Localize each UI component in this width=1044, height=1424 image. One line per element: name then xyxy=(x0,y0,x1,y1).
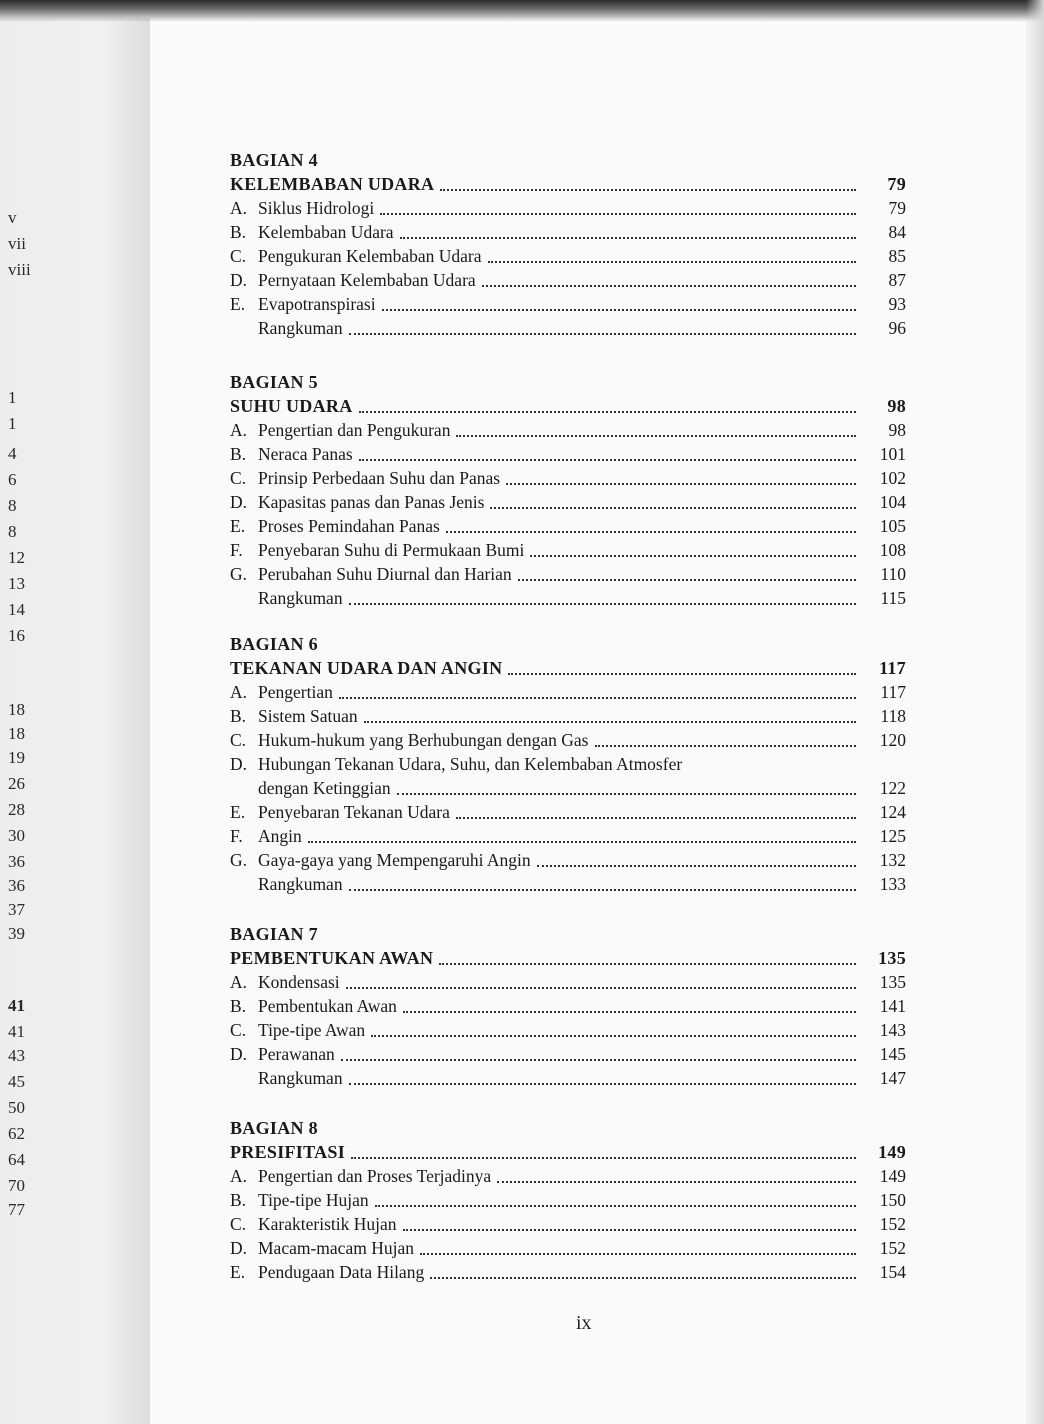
entry-page-number: 108 xyxy=(879,540,906,560)
entry-letter: D. xyxy=(230,1044,248,1064)
entry-title: Hukum-hukum yang Berhubungan dengan Gas xyxy=(258,730,589,750)
entry-letter: D. xyxy=(230,492,248,512)
entry-page-number: 93 xyxy=(888,294,906,314)
dot-leader xyxy=(403,1011,856,1013)
dot-leader xyxy=(349,333,856,335)
left-margin-number: 8 xyxy=(8,496,17,515)
dot-leader xyxy=(456,435,856,437)
right-page-edge xyxy=(1026,0,1044,1424)
entry-title: Hubungan Tekanan Udara, Suhu, dan Kelembaban Atmosfer xyxy=(258,754,683,774)
dot-leader xyxy=(371,1035,856,1037)
entry-letter: A. xyxy=(230,682,248,702)
toc-section xyxy=(230,1116,906,1284)
entry-page-number: 154 xyxy=(879,1262,906,1282)
entry-title: Penyebaran Suhu di Permukaan Bumi xyxy=(258,540,525,560)
dot-leader xyxy=(400,237,856,239)
chapter-entry[interactable] xyxy=(230,394,906,418)
entry-page-number: 132 xyxy=(879,850,906,870)
left-margin-number: 19 xyxy=(8,748,25,767)
left-margin-number: 13 xyxy=(8,574,25,593)
toc-entry[interactable] xyxy=(230,220,906,244)
toc-section xyxy=(230,632,906,896)
dot-leader xyxy=(490,507,856,509)
entry-page-number: 87 xyxy=(888,270,906,290)
dot-leader xyxy=(349,889,856,891)
dot-leader xyxy=(349,1083,856,1085)
toc-entry[interactable] xyxy=(230,1042,906,1066)
section-label: BAGIAN 8 xyxy=(230,1118,318,1138)
left-margin-number: 36 xyxy=(8,852,25,871)
entry-title: Pembentukan Awan xyxy=(258,996,397,1016)
entry-letter: B. xyxy=(230,1190,247,1210)
entry-page-number: 150 xyxy=(879,1190,906,1210)
left-margin-number: vii xyxy=(8,234,26,253)
chapter-title: KELEMBABAN UDARA xyxy=(230,174,435,194)
entry-title: Kapasitas panas dan Panas Jenis xyxy=(258,492,485,512)
toc-entry[interactable] xyxy=(230,704,906,728)
toc-entry[interactable] xyxy=(230,442,906,466)
toc-entry[interactable] xyxy=(230,872,906,896)
dot-leader xyxy=(530,555,856,557)
dot-leader xyxy=(359,459,856,461)
chapter-page-number: 135 xyxy=(878,948,906,968)
left-margin-number: 14 xyxy=(8,600,25,619)
chapter-title: SUHU UDARA xyxy=(230,396,353,416)
section-label: BAGIAN 5 xyxy=(230,372,318,392)
entry-letter: F. xyxy=(230,540,243,560)
toc-entry[interactable] xyxy=(230,680,906,704)
left-margin-number: 1 xyxy=(8,388,17,407)
toc-entry[interactable] xyxy=(230,292,906,316)
entry-letter: C. xyxy=(230,246,247,266)
dot-leader xyxy=(375,1205,856,1207)
entry-page-number: 149 xyxy=(879,1166,906,1186)
entry-page-number: 145 xyxy=(879,1044,906,1064)
toc-entry[interactable] xyxy=(230,1066,906,1090)
entry-letter: C. xyxy=(230,468,247,488)
entry-page-number: 105 xyxy=(879,516,906,536)
toc-entry[interactable] xyxy=(230,316,906,340)
entry-page-number: 135 xyxy=(879,972,906,992)
dot-leader xyxy=(497,1181,856,1183)
entry-title: Pernyataan Kelembaban Udara xyxy=(258,270,476,290)
chapter-title: PEMBENTUKAN AWAN xyxy=(230,948,434,968)
entry-letter: D. xyxy=(230,270,248,290)
toc-section xyxy=(230,370,906,610)
dot-leader xyxy=(341,1059,856,1061)
entry-title: Tipe-tipe Awan xyxy=(258,1020,366,1040)
entry-page-number: 118 xyxy=(880,706,906,726)
dot-leader xyxy=(537,865,856,867)
entry-title: dengan Ketinggian xyxy=(258,778,391,798)
entry-letter: A. xyxy=(230,198,248,218)
entry-letter: C. xyxy=(230,1020,247,1040)
entry-title: Rangkuman xyxy=(258,318,343,338)
entry-letter: G. xyxy=(230,564,248,584)
chapter-page-number: 117 xyxy=(879,658,906,678)
toc-entry[interactable] xyxy=(230,1260,906,1284)
entry-title: Kondensasi xyxy=(258,972,340,992)
entry-page-number: 102 xyxy=(879,468,906,488)
dot-leader xyxy=(397,793,856,795)
entry-letter: E. xyxy=(230,1262,246,1282)
left-margin-number: 41 xyxy=(8,1022,25,1041)
left-margin-number: 26 xyxy=(8,774,25,793)
entry-letter: E. xyxy=(230,294,246,314)
left-margin-number: 4 xyxy=(8,444,17,463)
entry-page-number: 101 xyxy=(879,444,906,464)
toc-entry[interactable] xyxy=(230,848,906,872)
toc-entry[interactable] xyxy=(230,970,906,994)
entry-letter: G. xyxy=(230,850,248,870)
entry-title: Sistem Satuan xyxy=(258,706,358,726)
toc-entry[interactable] xyxy=(230,466,906,490)
left-margin-number: viii xyxy=(8,260,31,279)
dot-leader xyxy=(382,309,856,311)
chapter-page-number: 149 xyxy=(878,1142,906,1162)
left-margin-number: 18 xyxy=(8,700,25,719)
dot-leader xyxy=(506,483,856,485)
dot-leader xyxy=(439,963,856,965)
entry-letter: C. xyxy=(230,730,247,750)
toc-entry[interactable] xyxy=(230,752,906,776)
entry-title: Prinsip Perbedaan Suhu dan Panas xyxy=(258,468,501,488)
toc-entry[interactable] xyxy=(230,1212,906,1236)
toc-section xyxy=(230,922,906,1090)
left-margin-number: 43 xyxy=(8,1046,25,1065)
left-margin-number: 45 xyxy=(8,1072,25,1091)
entry-page-number: 98 xyxy=(888,420,906,440)
entry-page-number: 122 xyxy=(879,778,906,798)
left-margin-number: 6 xyxy=(8,470,17,489)
chapter-entry[interactable] xyxy=(230,946,906,970)
dot-leader xyxy=(456,817,856,819)
entry-title: Tipe-tipe Hujan xyxy=(258,1190,369,1210)
entry-letter: A. xyxy=(230,420,248,440)
toc-entry[interactable] xyxy=(230,490,906,514)
toc-entry[interactable] xyxy=(230,196,906,220)
left-margin-number: 12 xyxy=(8,548,25,567)
entry-letter: A. xyxy=(230,1166,248,1186)
entry-title: Rangkuman xyxy=(258,874,343,894)
toc-entry[interactable] xyxy=(230,1236,906,1260)
toc-entry[interactable] xyxy=(230,562,906,586)
entry-letter: A. xyxy=(230,972,248,992)
left-margin-number: 70 xyxy=(8,1176,25,1195)
entry-page-number: 104 xyxy=(879,492,906,512)
left-margin-number: 41 xyxy=(8,996,25,1015)
dot-leader xyxy=(420,1253,856,1255)
toc-entry[interactable] xyxy=(230,776,906,800)
entry-letter: B. xyxy=(230,706,247,726)
dot-leader xyxy=(349,603,856,605)
dot-leader xyxy=(339,697,856,699)
left-margin-number: 8 xyxy=(8,522,17,541)
toc-entry[interactable] xyxy=(230,994,906,1018)
entry-letter: B. xyxy=(230,222,247,242)
entry-page-number: 152 xyxy=(879,1238,906,1258)
entry-title: Kelembaban Udara xyxy=(258,222,394,242)
entry-letter: B. xyxy=(230,996,247,1016)
entry-letter: F. xyxy=(230,826,243,846)
dot-leader xyxy=(308,841,856,843)
toc-entry[interactable] xyxy=(230,268,906,292)
entry-title: Siklus Hidrologi xyxy=(258,198,375,218)
top-binding-shadow xyxy=(0,0,1044,22)
page-number: ix xyxy=(576,1312,592,1334)
entry-page-number: 79 xyxy=(888,198,906,218)
chapter-title: TEKANAN UDARA DAN ANGIN xyxy=(230,658,503,678)
entry-letter: D. xyxy=(230,754,248,774)
toc-entry[interactable] xyxy=(230,1164,906,1188)
entry-title: Perawanan xyxy=(258,1044,335,1064)
entry-title: Pengertian xyxy=(258,682,333,702)
entry-title: Angin xyxy=(258,826,302,846)
entry-page-number: 147 xyxy=(879,1068,906,1088)
dot-leader xyxy=(346,987,856,989)
left-margin-number: 1 xyxy=(8,414,17,433)
dot-leader xyxy=(595,745,857,747)
entry-page-number: 96 xyxy=(888,318,906,338)
dot-leader xyxy=(351,1157,856,1159)
toc-entry[interactable] xyxy=(230,800,906,824)
left-margin-number: 36 xyxy=(8,876,25,895)
left-margin-number: 50 xyxy=(8,1098,25,1117)
entry-title: Rangkuman xyxy=(258,588,343,608)
toc-entry[interactable] xyxy=(230,586,906,610)
entry-page-number: 141 xyxy=(879,996,906,1016)
section-label: BAGIAN 7 xyxy=(230,924,318,944)
left-margin-number: 39 xyxy=(8,924,25,943)
entry-title: Rangkuman xyxy=(258,1068,343,1088)
entry-page-number: 120 xyxy=(879,730,906,750)
entry-page-number: 152 xyxy=(879,1214,906,1234)
chapter-entry[interactable] xyxy=(230,656,906,680)
left-margin-number: 62 xyxy=(8,1124,25,1143)
left-margin-number: 64 xyxy=(8,1150,25,1169)
dot-leader xyxy=(440,189,856,191)
entry-title: Gaya-gaya yang Mempengaruhi Angin xyxy=(258,850,531,870)
chapter-title: PRESIFITASI xyxy=(230,1142,346,1162)
entry-page-number: 117 xyxy=(880,682,906,702)
left-margin-number: 37 xyxy=(8,900,25,919)
toc-section xyxy=(230,148,906,340)
dot-leader xyxy=(380,213,856,215)
dot-leader xyxy=(488,261,856,263)
entry-page-number: 115 xyxy=(880,588,906,608)
entry-title: Perubahan Suhu Diurnal dan Harian xyxy=(258,564,512,584)
entry-title: Karakteristik Hujan xyxy=(258,1214,397,1234)
entry-letter: E. xyxy=(230,516,246,536)
chapter-entry[interactable] xyxy=(230,1140,906,1164)
chapter-page-number: 79 xyxy=(887,174,906,194)
dot-leader xyxy=(518,579,856,581)
dot-leader xyxy=(508,673,856,675)
entry-title: Pendugaan Data Hilang xyxy=(258,1262,425,1282)
entry-title: Pengertian dan Pengukuran xyxy=(258,420,451,440)
left-margin-number: 28 xyxy=(8,800,25,819)
entry-title: Evapotranspirasi xyxy=(258,294,376,314)
chapter-entry[interactable] xyxy=(230,172,906,196)
entry-title: Neraca Panas xyxy=(258,444,353,464)
toc-entry[interactable] xyxy=(230,538,906,562)
dot-leader xyxy=(403,1229,857,1231)
entry-title: Macam-macam Hujan xyxy=(258,1238,414,1258)
left-margin-number: 30 xyxy=(8,826,25,845)
entry-letter: E. xyxy=(230,802,246,822)
entry-page-number: 110 xyxy=(880,564,906,584)
entry-page-number: 124 xyxy=(879,802,906,822)
left-margin-number: 18 xyxy=(8,724,25,743)
dot-leader xyxy=(359,411,856,413)
dot-leader xyxy=(446,531,856,533)
section-label: BAGIAN 4 xyxy=(230,150,318,170)
entry-page-number: 143 xyxy=(879,1020,906,1040)
toc-entry[interactable] xyxy=(230,418,906,442)
entry-letter: D. xyxy=(230,1238,248,1258)
section-label: BAGIAN 6 xyxy=(230,634,318,654)
left-margin-number: 77 xyxy=(8,1200,25,1219)
left-margin-number: v xyxy=(8,208,17,227)
entry-title: Pengertian dan Proses Terjadinya xyxy=(258,1166,492,1186)
chapter-page-number: 98 xyxy=(887,396,906,416)
entry-title: Penyebaran Tekanan Udara xyxy=(258,802,450,822)
toc-entry[interactable] xyxy=(230,1188,906,1212)
left-margin-number: 16 xyxy=(8,626,25,645)
toc-entry[interactable] xyxy=(230,824,906,848)
entry-letter: B. xyxy=(230,444,247,464)
toc-entry[interactable] xyxy=(230,728,906,752)
dot-leader xyxy=(430,1277,856,1279)
toc-entry[interactable] xyxy=(230,1018,906,1042)
entry-letter: C. xyxy=(230,1214,247,1234)
entry-title: Proses Pemindahan Panas xyxy=(258,516,440,536)
entry-page-number: 85 xyxy=(888,246,906,266)
toc-entry[interactable] xyxy=(230,244,906,268)
entry-page-number: 133 xyxy=(879,874,906,894)
toc-entry[interactable] xyxy=(230,514,906,538)
dot-leader xyxy=(482,285,856,287)
entry-page-number: 84 xyxy=(888,222,906,242)
entry-page-number: 125 xyxy=(879,826,906,846)
dot-leader xyxy=(364,721,856,723)
left-facing-page xyxy=(0,18,150,1424)
entry-title: Pengukuran Kelembaban Udara xyxy=(258,246,482,266)
